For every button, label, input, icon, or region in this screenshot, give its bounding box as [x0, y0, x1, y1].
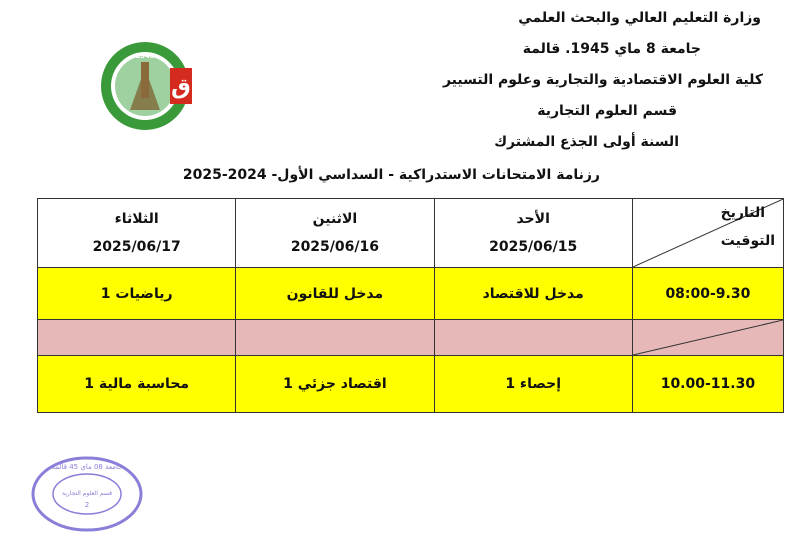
stamp-text-mid: قسم العلوم التجارية — [61, 490, 113, 497]
day-date: 2025/06/16 — [290, 239, 379, 255]
table-header-row — [38, 199, 784, 268]
logo-letter: ق — [171, 75, 191, 100]
day-name: الأحد — [516, 211, 550, 227]
page-title: رزنامة الامتحانات الاستدراكية - السداسي الأول- 2024-2025 — [182, 167, 600, 183]
date-label: التاريخ — [720, 205, 765, 221]
time-label: التوقيت — [720, 233, 775, 249]
department-name: قسم العلوم التجارية — [537, 103, 677, 119]
day-header — [236, 199, 434, 268]
exam-schedule-table — [37, 198, 784, 413]
time-slot: 10.00-11.30 — [632, 356, 783, 413]
exam-cell: مدخل للاقتصاد — [434, 268, 632, 320]
diagonal-line — [633, 320, 783, 355]
day-header — [38, 199, 236, 268]
ministry-name: وزارة التعليم العالي والبحث العلمي — [518, 10, 761, 26]
day-name: الثلاثاء — [114, 211, 159, 227]
university-logo — [100, 38, 196, 134]
day-date: 2025/06/17 — [92, 239, 181, 255]
exam-cell: رياضيات 1 — [38, 268, 236, 320]
corner-cell — [632, 199, 783, 268]
faculty-name: كلية العلوم الاقتصادية والتجارية وعلوم التسيير — [442, 72, 763, 88]
table-row — [38, 356, 784, 413]
table-row — [38, 268, 784, 320]
department-stamp — [30, 455, 145, 533]
stamp-text-top: جامعة 08 ماي 45 قالمة — [51, 463, 123, 471]
break-time-cell — [632, 320, 783, 356]
logo-year: 1945 — [135, 52, 155, 60]
day-date: 2025/06/15 — [489, 239, 578, 255]
break-cell — [236, 320, 434, 356]
table-row-break — [38, 320, 784, 356]
study-year: السنة أولى الجذع المشترك — [494, 134, 679, 150]
exam-cell: محاسبة مالية 1 — [38, 356, 236, 413]
day-name: الاثنين — [312, 211, 358, 227]
break-cell — [38, 320, 236, 356]
document-header — [343, 6, 763, 161]
stamp-number: 2 — [84, 501, 90, 509]
exam-cell: اقتصاد جزئي 1 — [236, 356, 434, 413]
exam-cell: إحصاء 1 — [434, 356, 632, 413]
university-name: جامعة 8 ماي 1945. قالمة — [522, 41, 701, 57]
exam-cell: مدخل للقانون — [236, 268, 434, 320]
break-cell — [434, 320, 632, 356]
time-slot: 08:00-9.30 — [632, 268, 783, 320]
day-header — [434, 199, 632, 268]
